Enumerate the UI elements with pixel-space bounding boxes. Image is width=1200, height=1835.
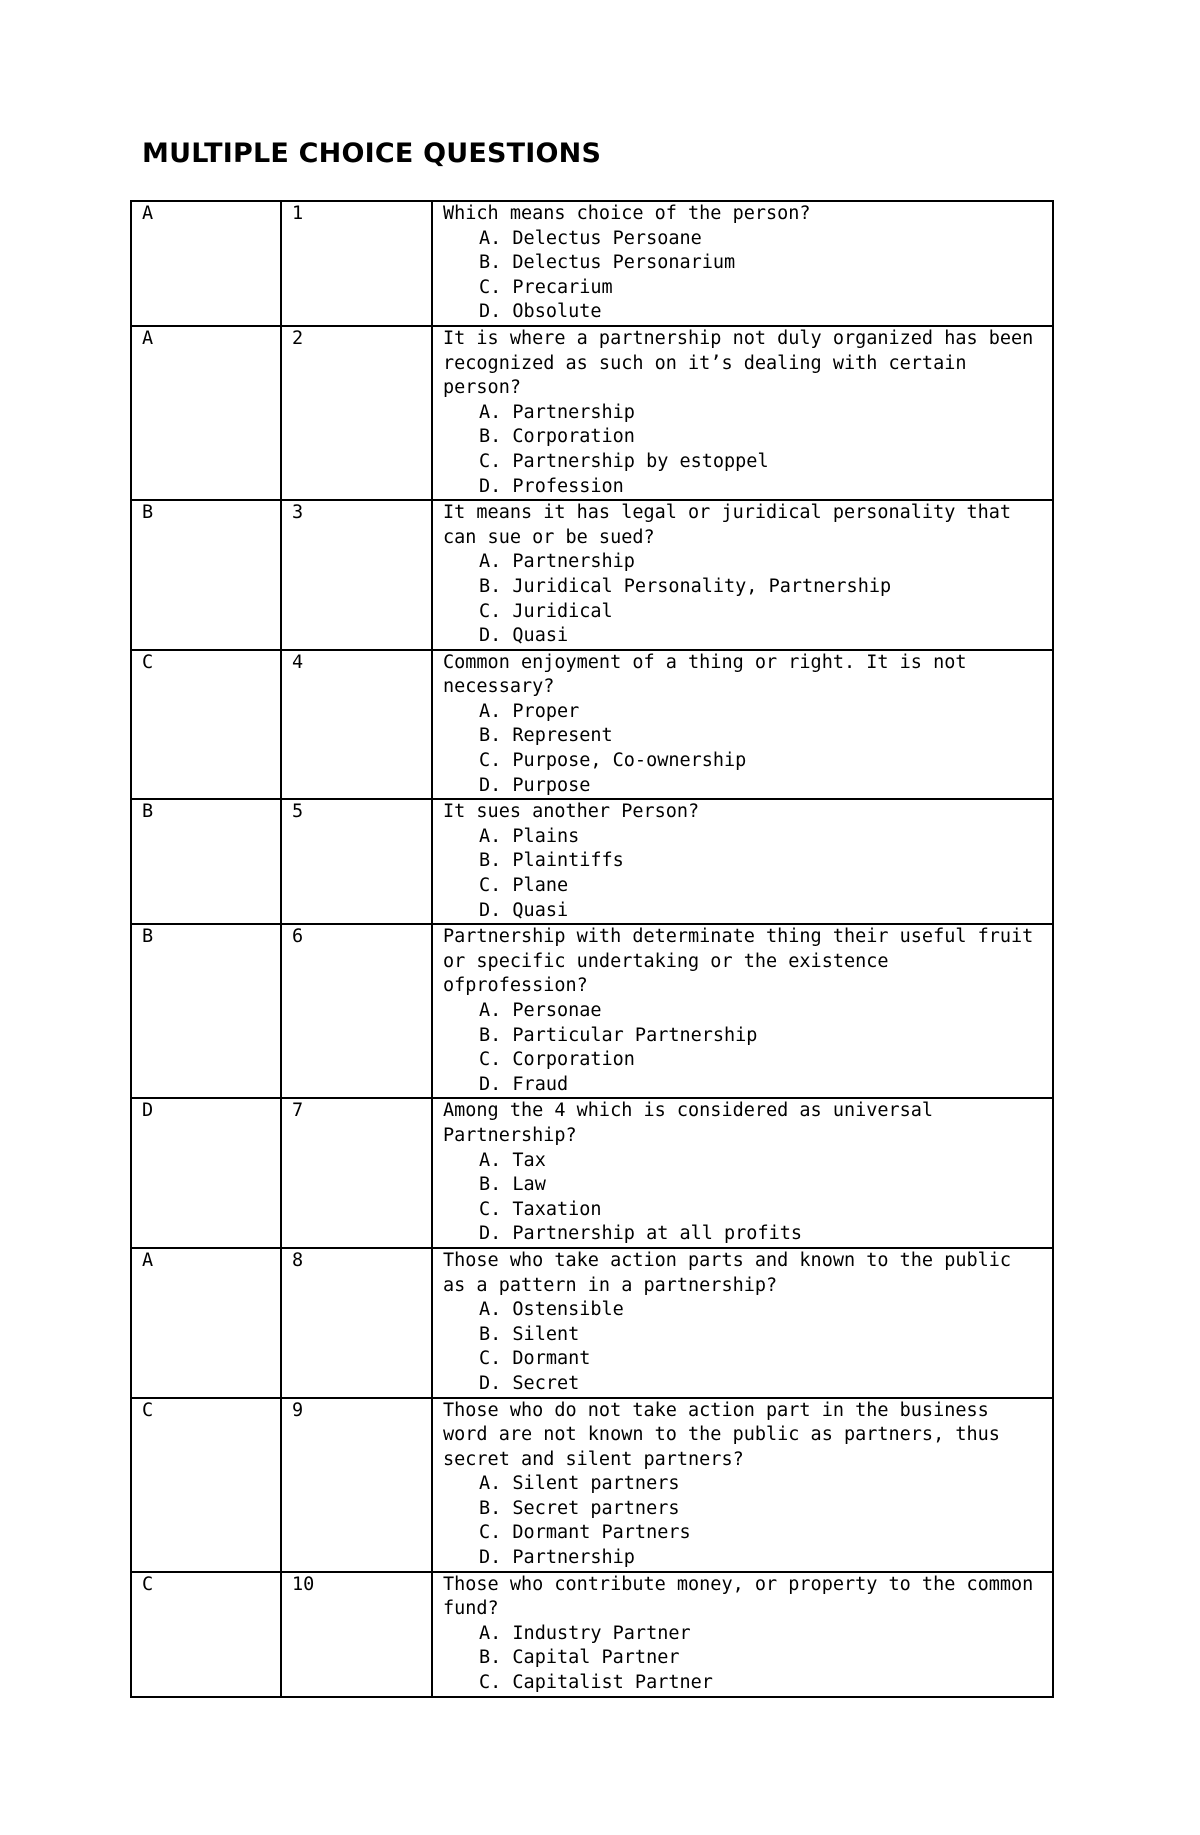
option-list bbox=[443, 825, 1042, 923]
option-item: B. Capital Partner bbox=[479, 1647, 680, 1669]
question-number-cell: 8 bbox=[281, 1248, 432, 1398]
question-text: Those who take action parts and known to the public as a pattern in a partnership? bbox=[443, 1249, 1012, 1296]
option-list bbox=[443, 999, 1042, 1097]
question-cell bbox=[432, 650, 1053, 800]
option-item: C. Capitalist Partner bbox=[479, 1672, 713, 1694]
question-number-cell: 7 bbox=[281, 1098, 432, 1248]
answer-key-cell: C bbox=[131, 1398, 281, 1572]
question-cell bbox=[432, 799, 1053, 924]
question-number-cell: 5 bbox=[281, 799, 432, 924]
option-item: B. Plaintiffs bbox=[479, 850, 624, 872]
option-item: C. Plane bbox=[479, 875, 569, 897]
option-list bbox=[443, 1472, 1042, 1570]
option-item: D. Profession bbox=[479, 475, 624, 497]
answer-key-cell: B bbox=[131, 799, 281, 924]
option-item: C. Precarium bbox=[479, 276, 613, 298]
option-item: B. Law bbox=[479, 1174, 546, 1196]
option-item: A. Ostensible bbox=[479, 1299, 624, 1321]
answer-key-cell: D bbox=[131, 1098, 281, 1248]
question-text: It sues another Person? bbox=[443, 801, 700, 823]
option-item: C. Purpose, Co-ownership bbox=[479, 750, 747, 772]
option-item: C. Partnership by estoppel bbox=[479, 450, 769, 472]
table-row bbox=[131, 326, 1053, 500]
questions-table bbox=[130, 200, 1054, 1698]
table-row bbox=[131, 1098, 1053, 1248]
question-cell bbox=[432, 1098, 1053, 1248]
question-cell bbox=[432, 1572, 1053, 1697]
question-cell bbox=[432, 500, 1053, 650]
option-item: A. Tax bbox=[479, 1149, 546, 1171]
question-number-cell: 1 bbox=[281, 201, 432, 326]
question-text: It means it has legal or juridical personality that can sue or be sued? bbox=[443, 502, 1012, 548]
answer-key-cell: C bbox=[131, 650, 281, 800]
question-number-cell: 3 bbox=[281, 500, 432, 650]
option-item: C. Dormant bbox=[479, 1348, 591, 1370]
option-item: A. Proper bbox=[479, 700, 580, 722]
option-item: A. Partnership bbox=[479, 401, 635, 423]
table-row bbox=[131, 201, 1053, 326]
question-text: Those who do not take action part in the business word are not known to the public as partners, thus secret and silent partners? bbox=[443, 1399, 1000, 1470]
table-row bbox=[131, 1572, 1053, 1697]
option-item: C. Corporation bbox=[479, 1049, 635, 1071]
question-cell bbox=[432, 1398, 1053, 1572]
question-text: It is where a partnership not duly organized has been recognized as such on it’s dealing with certain person? bbox=[443, 327, 1034, 399]
question-number-cell: 2 bbox=[281, 326, 432, 500]
question-text: Those who contribute money, or property to the common fund? bbox=[443, 1573, 1034, 1620]
question-cell bbox=[432, 201, 1053, 326]
option-item: A. Plains bbox=[479, 825, 580, 847]
question-cell bbox=[432, 326, 1053, 500]
question-cell bbox=[432, 924, 1053, 1098]
option-item: B. Corporation bbox=[479, 426, 635, 448]
option-item: D. Quasi bbox=[479, 625, 569, 647]
table-row bbox=[131, 799, 1053, 924]
question-number-cell: 6 bbox=[281, 924, 432, 1098]
option-item: D. Purpose bbox=[479, 774, 591, 796]
option-list bbox=[443, 700, 1042, 798]
option-item: C. Juridical bbox=[479, 600, 613, 622]
question-text: Partnership with determinate thing their useful fruit or specific undertaking or the existence ofprofession? bbox=[443, 926, 1034, 997]
option-item: B. Secret partners bbox=[479, 1497, 680, 1519]
question-cell bbox=[432, 1248, 1053, 1398]
answer-key-cell: A bbox=[131, 1248, 281, 1398]
option-list bbox=[443, 1298, 1042, 1396]
option-item: B. Juridical Personality, Partnership bbox=[479, 575, 892, 597]
option-item: A. Delectus Persoane bbox=[479, 227, 702, 249]
answer-key-cell: B bbox=[131, 924, 281, 1098]
option-item: B. Delectus Personarium bbox=[479, 252, 736, 274]
option-item: B. Particular Partnership bbox=[479, 1024, 758, 1046]
question-text: Common enjoyment of a thing or right. It is not necessary? bbox=[443, 651, 967, 698]
option-list bbox=[443, 1149, 1042, 1247]
option-item: D. Partnership at all profits bbox=[479, 1223, 803, 1245]
option-item: D. Quasi bbox=[479, 899, 569, 921]
table-row bbox=[131, 1248, 1053, 1398]
option-list bbox=[443, 550, 1042, 648]
option-item: A. Personae bbox=[479, 1000, 602, 1021]
answer-key-cell: C bbox=[131, 1572, 281, 1697]
option-item: D. Partnership bbox=[479, 1547, 635, 1569]
answer-key-cell: A bbox=[131, 201, 281, 326]
question-text: Among the 4 which is considered as universal Partnership? bbox=[443, 1100, 934, 1146]
table-row bbox=[131, 924, 1053, 1098]
option-item: A. Industry Partner bbox=[479, 1622, 691, 1644]
option-item: D. Obsolute bbox=[479, 301, 602, 323]
answer-key-cell: B bbox=[131, 500, 281, 650]
question-text: Which means choice of the person? bbox=[443, 203, 811, 224]
option-item: B. Silent bbox=[479, 1323, 580, 1345]
page-title: MULTIPLE CHOICE QUESTIONS bbox=[142, 138, 602, 169]
table-row bbox=[131, 650, 1053, 800]
option-item: A. Partnership bbox=[479, 551, 635, 573]
question-number-cell: 9 bbox=[281, 1398, 432, 1572]
option-list bbox=[443, 227, 1042, 325]
question-number-cell: 10 bbox=[281, 1572, 432, 1697]
table-row bbox=[131, 1398, 1053, 1572]
option-item: A. Silent partners bbox=[479, 1473, 680, 1495]
option-item: B. Represent bbox=[479, 725, 613, 747]
option-list bbox=[443, 401, 1042, 499]
table-row bbox=[131, 500, 1053, 650]
question-number-cell: 4 bbox=[281, 650, 432, 800]
questions-table-body bbox=[131, 201, 1053, 1697]
answer-key-cell: A bbox=[131, 326, 281, 500]
option-item: D. Fraud bbox=[479, 1073, 569, 1095]
option-list bbox=[443, 1622, 1042, 1696]
option-item: C. Dormant Partners bbox=[479, 1522, 691, 1544]
option-item: C. Taxation bbox=[479, 1198, 602, 1220]
option-item: D. Secret bbox=[479, 1372, 580, 1394]
